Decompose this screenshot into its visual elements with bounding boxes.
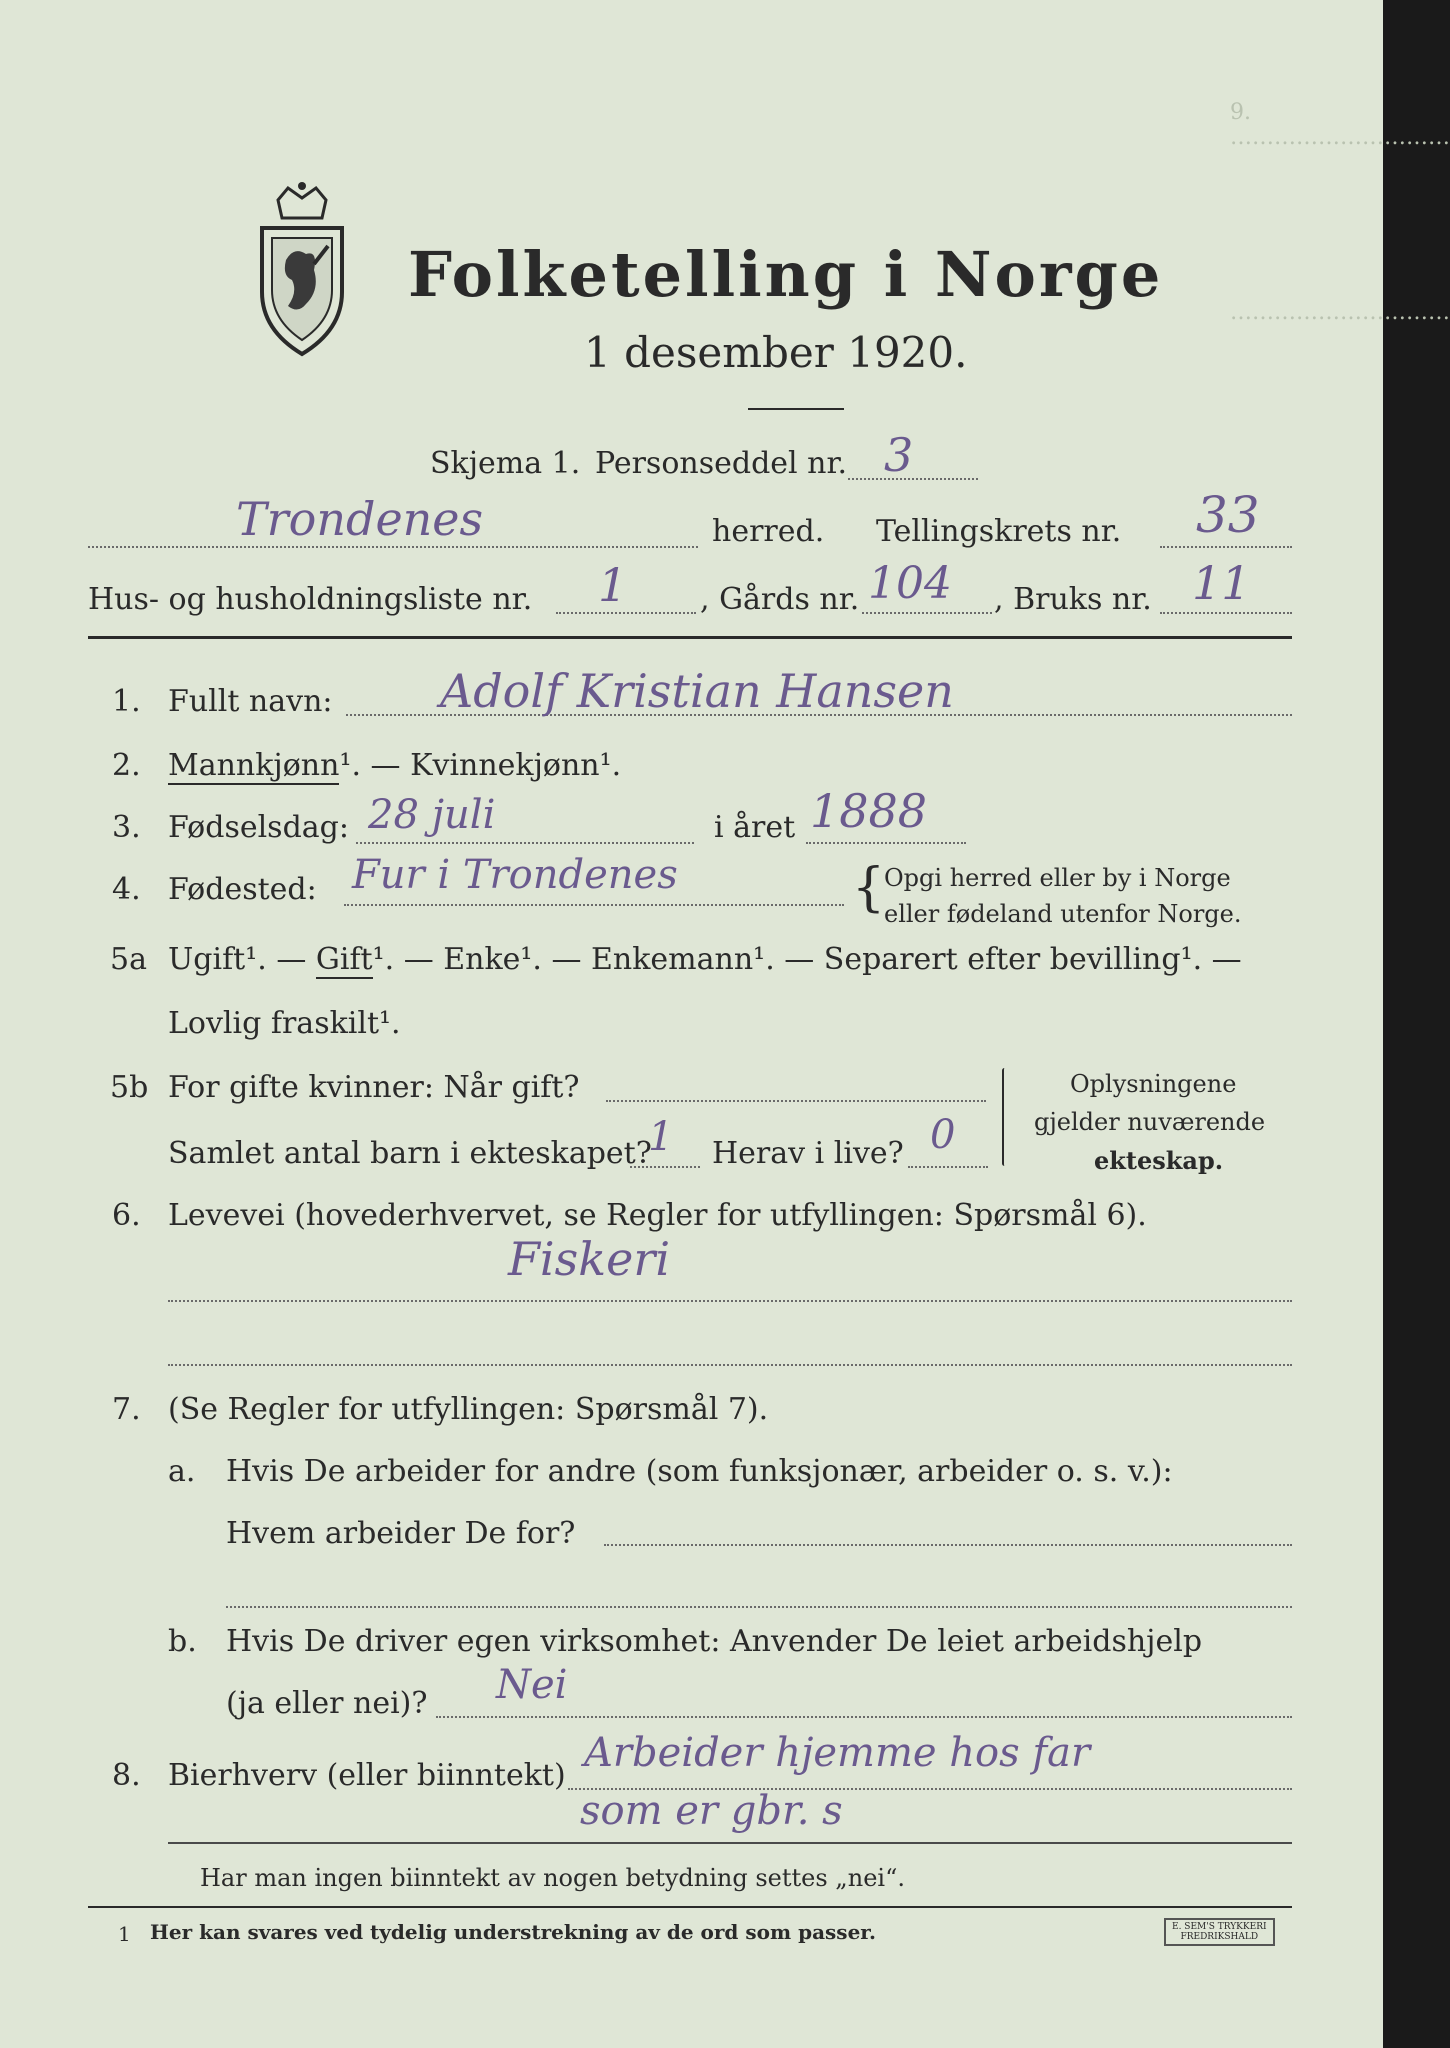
q8-value2: som er gbr. s [580,1788,843,1834]
footnote-text: Her kan svares ved tydelig understrekning av de ord som passer. [150,1920,876,1944]
q3-number: 3. [112,810,141,845]
herred-value: Trondenes [236,492,484,546]
q4-line [344,904,844,906]
q5b-live-line [908,1166,988,1168]
form-date: 1 desember 1920. [584,328,968,377]
q2-options [168,748,621,783]
q7b-value: Nei [496,1662,568,1708]
stamp-line2: FREDRIKSHALD [1180,1932,1259,1942]
q6-line2 [168,1364,1292,1366]
q5b-line [606,1100,986,1102]
q5a-ugift: Ugift¹. — [168,942,316,977]
bruks-label: , Bruks nr. [994,582,1152,617]
q1-value: Adolf Kristian Hansen [440,664,954,718]
q4-label: Fødested: [168,872,317,907]
header-rule [88,636,1292,639]
stamp-line1: E. SEM'S TRYKKERI [1172,1922,1267,1932]
tellingskrets-value: 33 [1196,486,1260,544]
q8-value1: Arbeider hjemme hos far [584,1730,1091,1776]
q4-value: Fur i Trondenes [352,852,678,898]
q7b-number: b. [168,1624,197,1659]
q5a-options [168,942,1242,977]
q2-number: 2. [112,748,141,783]
q7a-number: a. [168,1454,196,1489]
q3-label: Fødselsdag: [168,810,349,845]
q5b-number: 5b [110,1070,149,1105]
herred-label: herred. [712,514,825,549]
q8-number: 8. [112,1758,141,1793]
q7-number: 7. [112,1392,141,1427]
q5b-barn-label: Samlet antal barn i ekteskapet? [168,1136,652,1171]
personseddel-label: Personseddel nr. [595,446,848,481]
q5b-bracket [1002,1068,1007,1166]
bleed-through: ………………………… [1230,300,1450,325]
q3-year-label: i året [714,810,796,845]
footer-note: Har man ingen biinntekt av nogen betydning settes „nei“. [200,1864,905,1892]
q6-value: Fiskeri [508,1232,671,1286]
q3-year-line [806,842,966,844]
q5b-barn-line [630,1166,700,1168]
q7a-line1 [604,1544,1292,1546]
q6-line1 [168,1300,1292,1302]
q7b-label: Hvis De driver egen virksomhet: Anvender De leiet arbeidshjelp [226,1624,1203,1659]
hus-line [556,612,696,614]
gards-value: 104 [868,558,952,609]
q5a-rest: ¹. — Enke¹. — Enkemann¹. — Separert efter bevilling¹. — [372,942,1242,977]
bruks-line [1160,612,1292,614]
q6-label: Levevei (hovederhvervet, se Regler for utfyllingen: Spørsmål 6). [168,1198,1147,1233]
title-divider [748,408,844,410]
q4-note-line2: eller fødeland utenfor Norge. [884,900,1242,928]
q5a-line2: Lovlig fraskilt¹. [168,1006,401,1041]
bruks-value: 11 [1192,556,1251,610]
q8-line2 [168,1842,1292,1844]
q5a-number: 5a [110,942,147,977]
tellingskrets-label: Tellingskrets nr. [876,514,1122,549]
q5a-gift: Gift [315,942,373,977]
q7a-question: Hvem arbeider De for? [226,1516,576,1551]
q5b-note-line3: ekteskap. [1094,1146,1224,1175]
hus-value: 1 [598,558,628,612]
q2-female: Kvinnekjønn¹. [410,748,622,783]
q3-year-value: 1888 [810,784,928,838]
q6-number: 6. [112,1198,141,1233]
schema-label: Skjema 1. [430,446,581,481]
q5b-live-label: Herav i live? [712,1136,904,1171]
q2-sep: ¹. — [339,748,411,783]
q1-number: 1. [112,684,141,719]
footer-rule [88,1906,1292,1908]
q5b-barn-value: 1 [648,1114,674,1160]
gards-line [862,612,992,614]
herred-line [88,546,698,548]
q4-note-line1: Opgi herred eller by i Norge [884,864,1231,892]
q3-line [356,842,694,844]
q4-number: 4. [112,872,141,907]
q1-label: Fullt navn: [168,684,333,719]
q7b-line [436,1716,1292,1718]
hus-label: Hus- og husholdningsliste nr. [88,582,533,617]
bleed-through: 9. ………………………… [1230,100,1450,150]
form-title: Folketelling i Norge [408,238,1164,311]
footnote-mark: 1 [118,1922,131,1946]
q4-brace: { [852,858,886,918]
q8-label: Bierhverv (eller biinntekt) [168,1758,566,1793]
printer-stamp [1164,1918,1275,1946]
personseddel-value: 3 [884,428,914,482]
q7a-line2 [226,1606,1292,1608]
q2-male: Mannkjønn [168,748,340,783]
q5b-note-line2: gjelder nuværende [1034,1108,1266,1136]
q5b-live-value: 0 [930,1112,956,1158]
q5b-note-line1: Oplysningene [1070,1070,1237,1098]
gards-label: , Gårds nr. [700,582,860,617]
tellingskrets-line [1160,546,1292,548]
q7a-label: Hvis De arbeider for andre (som funksjonær, arbeider o. s. v.): [226,1454,1173,1489]
q7-label: (Se Regler for utfyllingen: Spørsmål 7). [168,1392,769,1427]
q5b-label: For gifte kvinner: Når gift? [168,1070,580,1105]
coat-of-arms-icon [248,180,356,360]
q7b-question: (ja eller nei)? [226,1686,428,1721]
q3-value: 28 juli [368,792,496,838]
